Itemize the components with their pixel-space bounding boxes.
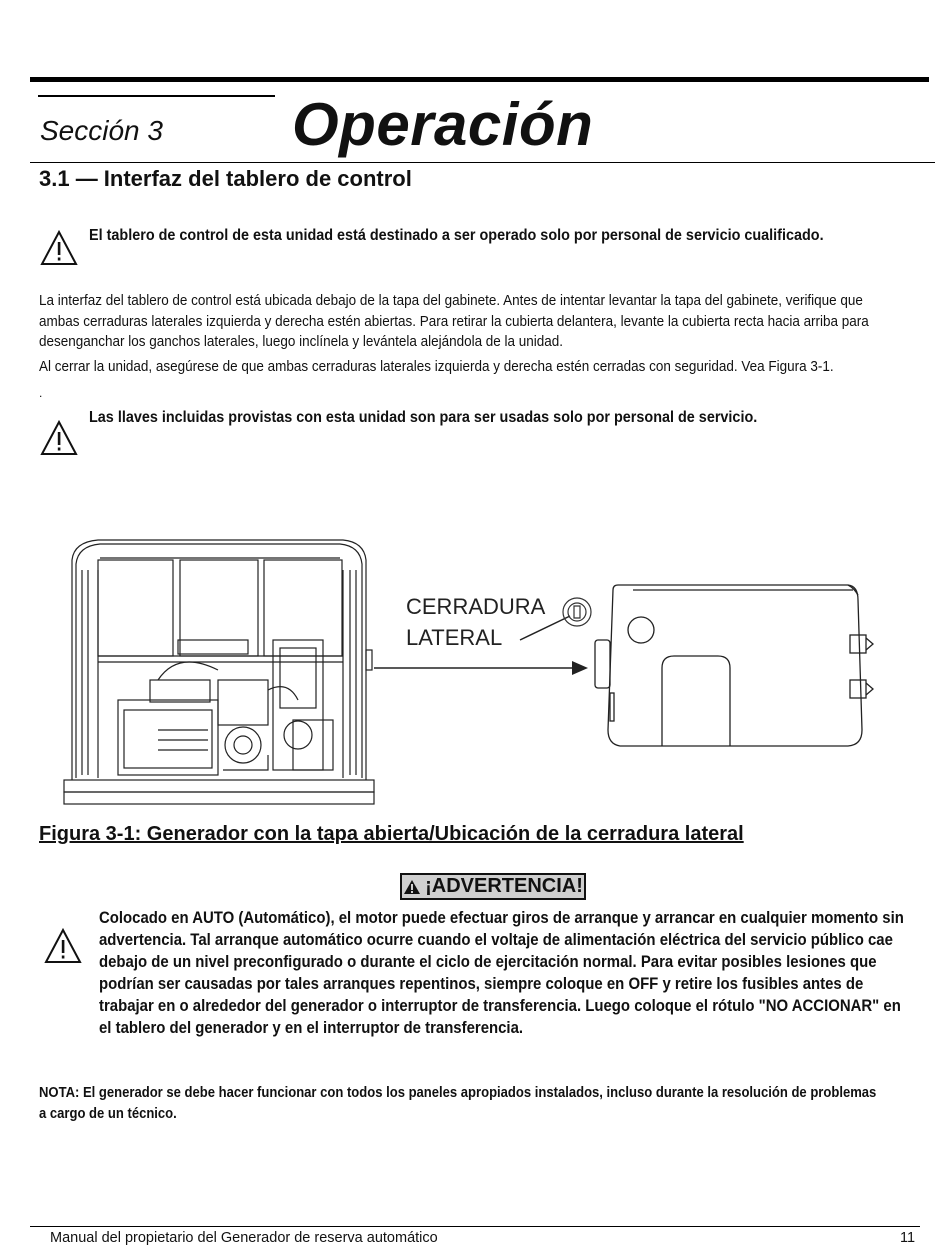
generator-illustration <box>64 540 374 804</box>
warning-triangle-icon <box>403 879 421 895</box>
note-line: a cargo de un técnico. <box>39 1106 177 1122</box>
side-lock-icon <box>563 598 591 626</box>
header-rule <box>30 162 935 163</box>
warning-line: el tablero del generador y en el interruptor de transferencia. <box>99 1019 524 1037</box>
body-paragraph-2: Al cerrar la unidad, asegúrese de que ambas cerraduras laterales izquierda y derecha estén cerradas con seguridad. Vea Figura 3-1. <box>39 359 834 375</box>
section-rule <box>38 95 275 97</box>
generator-figure <box>58 530 888 812</box>
page-number: 11 <box>900 1230 916 1246</box>
subheading: 3.1 — Interfaz del tablero de control <box>39 166 412 191</box>
stray-mark: . <box>39 386 43 400</box>
warning-triangle-icon <box>40 230 78 266</box>
figure-caption: Figura 3-1: Generador con la tapa abierta/Ubicación de la cerradura lateral <box>39 823 744 845</box>
warning-triangle-icon <box>44 928 82 964</box>
note-text <box>39 1083 903 1125</box>
warning-line: podrían ser causadas por tales arranques repentinos, siempre coloque en OFF y retire los fusibles antes de <box>99 975 864 993</box>
warning-triangle-icon <box>40 420 78 456</box>
warning-badge-label: ¡ADVERTENCIA! <box>425 875 583 897</box>
callout-leader-line <box>520 616 570 640</box>
pointer-arrow-head <box>572 661 588 675</box>
section-title: Operación <box>292 91 594 158</box>
caution-text: Las llaves incluidas provistas con esta unidad son para ser usadas solo por personal de servicio. <box>89 409 758 426</box>
warning-text <box>99 907 914 1039</box>
footer-manual-title: Manual del propietario del Generador de reserva automático <box>50 1230 438 1246</box>
warning-line: trabajar en o alrededor del generador o interruptor de transferencia. Luego coloque el rótulo "NO ACCIONAR" en <box>99 997 901 1015</box>
warning-line: Colocado en AUTO (Automático), el motor puede efectuar giros de arranque y arrancar en cualquier momento sin <box>99 909 904 927</box>
top-rule <box>30 77 929 82</box>
paragraph-line: ambas cerraduras laterales izquierda y derecha estén abiertas. Para retirar la cubierta delantera, levante la cubierta recta hacia arriba para <box>39 313 869 330</box>
warning-badge <box>400 873 586 900</box>
paragraph-line: La interfaz del tablero de control está ubicada debajo de la tapa del gabinete. Antes de intentar levantar la tapa del gabinete, verifique que <box>39 293 863 309</box>
side-panel-illustration <box>595 585 873 746</box>
warning-line: debajo de un nivel preconfigurado o durante el ciclo de ejercitación normal. Para evitar posibles lesiones que <box>99 953 877 971</box>
paragraph-line: desenganchar los ganchos laterales, luego inclínela y levántela alejándola de la unidad. <box>39 334 564 350</box>
warning-line: advertencia. Tal arranque automático ocurre cuando el voltaje de alimentación eléctrica del servicio público cae <box>99 931 893 949</box>
section-label: Sección 3 <box>40 115 163 146</box>
callout-label: LATERAL <box>406 625 503 650</box>
footer-rule <box>30 1226 920 1227</box>
note-line: NOTA: El generador se debe hacer funcionar con todos los paneles apropiados instalados, incluso durante la resolución de problemas <box>39 1085 877 1101</box>
callout-label: CERRADURA <box>406 594 546 619</box>
caution-text: El tablero de control de esta unidad está destinado a ser operado solo por personal de servicio cualificado. <box>89 227 824 244</box>
body-paragraph-1 <box>39 291 923 353</box>
